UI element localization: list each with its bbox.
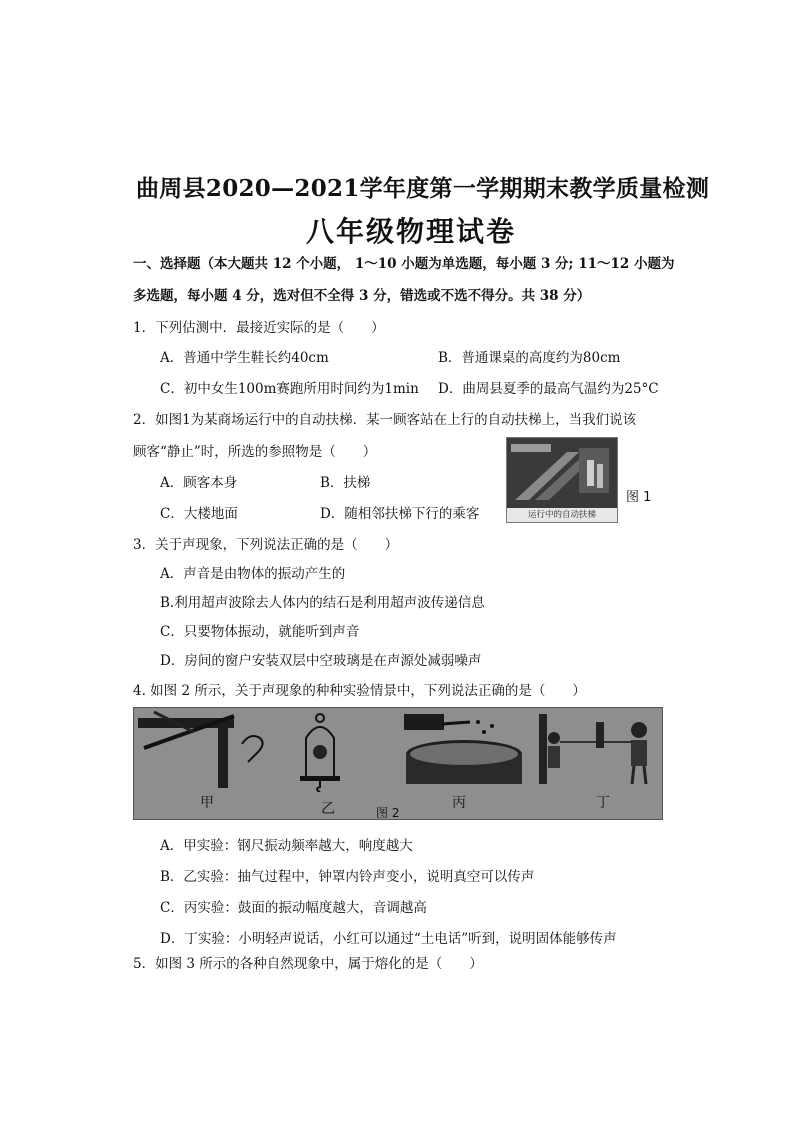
question-4-stem: 4. 如图 2 所示，关于声现象的种种实验情景中，下列说法正确的是（ ）: [133, 683, 586, 699]
figure-2-sound-experiments: [133, 707, 663, 820]
figure-2-label-ding: 丁: [596, 795, 610, 811]
question-1-option-b: B．普通课桌的高度约为80cm: [438, 350, 621, 366]
question-3-option-b: B.利用超声波除去人体内的结石是利用超声波传递信息: [160, 595, 485, 611]
question-3-option-c: C．只要物体振动，就能听到声音: [160, 624, 360, 640]
figure-1-caption: 运行中的自动扶梯: [507, 508, 617, 522]
section-heading-line2: 多选题，每小题 4 分，选对但不全得 3 分，错选或不选不得分。共 38 分）: [133, 288, 591, 304]
exam-title: 曲周县2020—2021学年度第一学期期末教学质量检测: [136, 175, 710, 202]
exam-subtitle: 八年级物理试卷: [306, 215, 517, 248]
question-1-option-c: C．初中女生100m赛跑所用时间约为1min: [160, 381, 419, 397]
question-2-stem-line2: 顾客“静止”时，所选的参照物是（ ）: [133, 444, 377, 460]
question-2-option-b: B．扶梯: [320, 475, 371, 491]
question-4-option-c: C．丙实验：鼓面的振动幅度越大，音调越高: [160, 900, 427, 916]
question-4-option-d: D．丁实验：小明轻声说话，小红可以通过“土电话”听到，说明固体能够传声: [160, 931, 617, 947]
question-1-stem: 1．下列估测中．最接近实际的是（ ）: [133, 320, 385, 336]
figure-2-label-jia: 甲: [200, 795, 214, 811]
figure-1-escalator-photo: [506, 437, 618, 523]
question-1-option-a: A．普通中学生鞋长约40cm: [160, 350, 329, 366]
question-3-option-d: D．房间的窗户安装双层中空玻璃是在声源处减弱噪声: [160, 653, 482, 669]
figure-2-caption: 图 2: [376, 806, 400, 820]
section-heading-line1: 一、选择题（本大题共 12 个小题， 1～10 小题为单选题，每小题 3 分; 11～12 小题为: [133, 256, 675, 272]
question-5-stem: 5．如图 3 所示的各种自然现象中，属于熔化的是（ ）: [133, 956, 483, 972]
figure-1-label: 图 1: [626, 490, 652, 505]
question-3-option-a: A．声音是由物体的振动产生的: [160, 566, 346, 582]
question-4-option-a: A．甲实验：钢尺振动频率越大，响度越大: [160, 838, 413, 854]
question-2-option-a: A．顾客本身: [160, 475, 238, 491]
question-3-stem: 3．关于声现象，下列说法正确的是（ ）: [133, 537, 399, 553]
question-4-option-b: B．乙实验：抽气过程中，钟罩内铃声变小，说明真空可以传声: [160, 869, 535, 885]
figure-2-label-yi: 乙: [321, 801, 335, 817]
question-2-option-c: C．大楼地面: [160, 506, 238, 522]
sound-experiments-illustration: [134, 708, 662, 792]
question-2-stem-line1: 2．如图1为某商场运行中的自动扶梯．某一顾客站在上行的自动扶梯上，当我们说该: [133, 412, 637, 428]
figure-2-label-bing: 丙: [452, 795, 466, 811]
question-1-option-d: D．曲周县夏季的最高气温约为25°C: [438, 381, 659, 397]
question-2-option-d: D．随相邻扶梯下行的乘客: [320, 506, 480, 522]
escalator-illustration: [507, 438, 617, 508]
